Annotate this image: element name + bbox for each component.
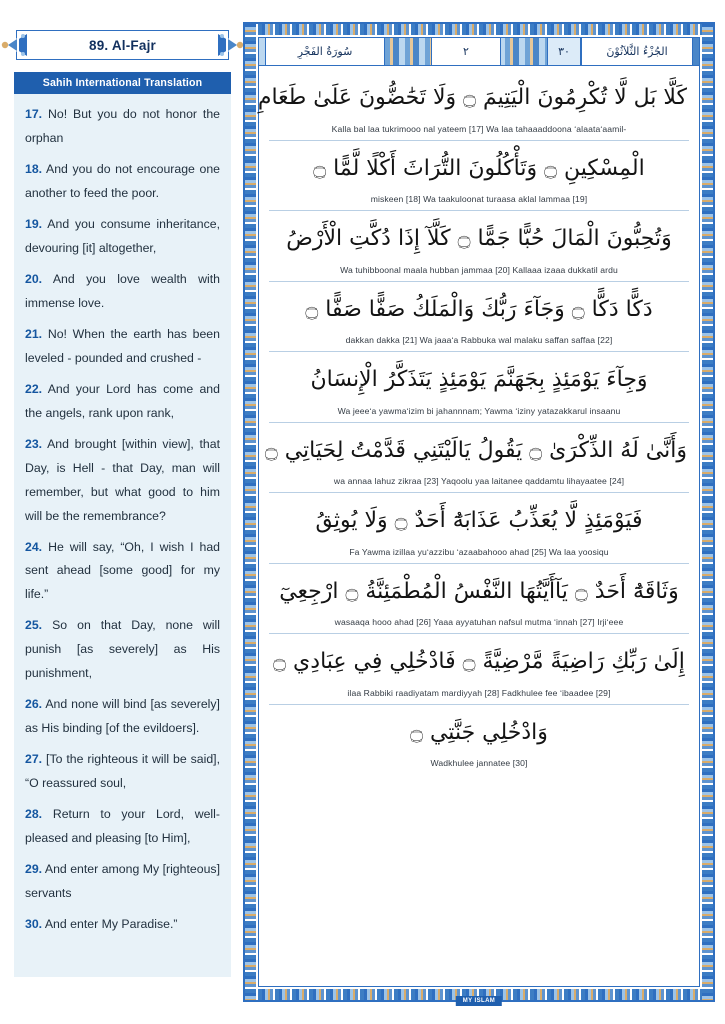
verse-text: And enter My Paradise.” bbox=[44, 917, 178, 932]
ayah-arabic-text: وَثَاقَهُٓ أَحَدٌ ۝ يَآأَيَّتُهَا النَّفْسُ الْمُطْمَئِنَّةُ ۝ ارْجِعِيٓ bbox=[279, 578, 679, 604]
ayah-block bbox=[269, 352, 689, 423]
translation-verse bbox=[25, 103, 220, 151]
ayah-transliteration: Fa Yawma izillaa yuʻazzibu ʻazaabahooo ahad [25] Wa laa yoosiqu bbox=[349, 546, 609, 557]
ayah-transliteration: Wadkhulee jannatee [30] bbox=[430, 758, 528, 768]
ayah-block bbox=[257, 70, 689, 141]
header-page-number: ٢ bbox=[431, 38, 501, 65]
ornament-right-icon bbox=[218, 30, 244, 60]
verse-number: 19. bbox=[25, 216, 43, 231]
ayah-arabic-text: فَيَوْمَئِذٍ لَّا يُعَذِّبُ عَذَابَهُٓ أَحَدٌ ۝ وَلَا يُوثِقُ bbox=[315, 508, 643, 533]
translation-verse bbox=[25, 858, 220, 906]
header-juz-label: الجُزْءُ الثَّلاَثُوْنَ bbox=[581, 38, 693, 65]
header-spacer-right bbox=[501, 38, 547, 65]
verse-text: He will say, “Oh, I wish I had sent ahead [some good] for my life.” bbox=[25, 539, 220, 602]
translation-verse bbox=[25, 268, 220, 316]
verse-number: 23. bbox=[25, 436, 43, 451]
verse-text: And brought [within view], that Day, is Hell - that Day, man will remember, but what good to him will be the remembrance? bbox=[25, 436, 220, 523]
verse-number: 22. bbox=[25, 381, 43, 396]
publisher-badge bbox=[456, 996, 502, 1006]
translation-verse bbox=[25, 213, 220, 261]
ayah-arabic-text: دَكًّا دَكًّا ۝ وَجَآءَ رَبُّكَ وَالْمَلَكُ صَفًّا صَفًّا ۝ bbox=[305, 296, 653, 322]
ayah-block bbox=[269, 282, 689, 353]
ayah-block bbox=[269, 564, 689, 635]
ayah-arabic-text: وَأَنَّىٰ لَهُ الذِّكْرَىٰ ۝ يَقُولُ يَالَيْتَنِي قَدَّمْتُ لِحَيَاتِي ۝ bbox=[264, 437, 687, 463]
verse-text: And none will bind [as severely] as His binding [of the evildoers]. bbox=[25, 697, 220, 736]
ayah-block bbox=[269, 634, 689, 705]
verse-text: And your Lord has come and the angels, rank upon rank, bbox=[25, 381, 220, 420]
arabic-inner-frame bbox=[258, 37, 700, 987]
translation-verse bbox=[25, 323, 220, 371]
verse-text: [To the righteous it will be said], “O reassured soul, bbox=[25, 752, 220, 791]
arabic-frame bbox=[243, 22, 715, 1002]
verse-number: 21. bbox=[25, 326, 43, 341]
ayah-arabic-text: كَلَّا بَل لَّا تُكْرِمُونَ الْيَتِيمَ ۝ وَلَا تَحَٰضُّونَ عَلَىٰ طَعَامِ bbox=[257, 85, 687, 110]
ayah-transliteration: wasaaqa hooo ahad [26] Yaaa ayyatuhan nafsul mutma ʻinnah [27] Irjiʻeee bbox=[334, 617, 624, 627]
verse-text: No! But you do not honor the orphan bbox=[25, 107, 220, 145]
header-surah-name: سُورَةُ الفَجْرِ bbox=[265, 38, 385, 65]
translation-verse bbox=[25, 536, 220, 608]
verse-number: 27. bbox=[25, 752, 43, 767]
page-title: 89. Al-Fajr bbox=[89, 37, 156, 53]
ayah-arabic-text: إِلَىٰ رَبِّكِ رَاضِيَةً مَّرْضِيَّةً ۝ فَادْخُلِي فِي عِبَادِي ۝ bbox=[273, 649, 685, 674]
ayah-block bbox=[269, 705, 689, 775]
verse-number: 20. bbox=[25, 271, 43, 286]
verse-text: And you consume inheritance, devouring [it] altogether, bbox=[25, 216, 220, 255]
border-band-top bbox=[245, 24, 713, 35]
translation-verse bbox=[25, 748, 220, 796]
ayah-block bbox=[264, 423, 689, 494]
ornament-left-icon bbox=[1, 30, 27, 60]
surah-title-plaque bbox=[16, 28, 229, 62]
ayah-arabic-text: وَادْخُلِي جَنَّتِي ۝ bbox=[410, 719, 548, 745]
ayah-arabic-text: وَجِآءَ يَوْمَئِذٍ بِجَهَنَّمَ يَوْمَئِذٍ يَتَذَكَّرُ الْإِنسَانُ bbox=[310, 367, 648, 392]
ayah-transliteration: Wa tuhibboonal maala hubban jammaa [20] Kallaaa izaaa dukkatil ardu bbox=[340, 264, 618, 275]
translation-panel bbox=[14, 72, 231, 977]
translation-verse-list bbox=[14, 94, 231, 937]
ayah-arabic-text: الْمِسْكِينِ ۝ وَتَأْكُلُونَ التُّرَاثَ أَكْلًا لَّمًّا ۝ bbox=[313, 155, 645, 181]
ayah-block bbox=[269, 141, 689, 212]
verse-text: And enter among My [righteous] servants bbox=[25, 862, 220, 901]
verse-number: 29. bbox=[25, 862, 43, 877]
ayah-block bbox=[269, 493, 689, 564]
translation-source-header: Sahih International Translation bbox=[14, 72, 231, 94]
translation-verse bbox=[25, 614, 220, 686]
verse-text: And you do not encourage one another to feed the poor. bbox=[25, 161, 220, 200]
ayah-transliteration: ilaa Rabbiki raadiyatam mardiyyah [28] Fadkhulee fee ʻibaadee [29] bbox=[347, 687, 611, 698]
header-spacer-left bbox=[385, 38, 431, 65]
translation-verse bbox=[25, 158, 220, 206]
verse-number: 25. bbox=[25, 618, 43, 633]
border-band-left bbox=[245, 24, 256, 1000]
arabic-verse-body bbox=[259, 66, 699, 986]
verse-number: 26. bbox=[25, 697, 43, 712]
verse-number: 17. bbox=[25, 107, 43, 121]
ayah-transliteration: miskeen [18] Wa taakuloonat turaasa aklal lammaa [19] bbox=[370, 194, 588, 204]
translation-verse bbox=[25, 913, 220, 937]
header-juz-number: ٣٠ bbox=[547, 38, 581, 65]
translation-verse bbox=[25, 433, 220, 529]
translation-column bbox=[0, 0, 243, 1024]
arabic-page-header bbox=[259, 38, 699, 66]
translation-verse bbox=[25, 693, 220, 741]
border-band-right bbox=[702, 24, 713, 1000]
ayah-transliteration: wa annaa lahuz zikraa [23] Yaqoolu yaa laitanee qaddamtu lihayaatee [24] bbox=[333, 476, 625, 486]
translation-verse bbox=[25, 378, 220, 426]
verse-number: 30. bbox=[25, 917, 43, 932]
verse-text: Return to your Lord, well-pleased and pleasing [to Him], bbox=[25, 807, 220, 846]
verse-text: No! When the earth has been leveled - pounded and crushed - bbox=[25, 326, 220, 365]
ayah-transliteration: dakkan dakka [21] Wa jaaaʻa Rabbuka wal malaku saffan saffaa [22] bbox=[345, 335, 613, 345]
arabic-column bbox=[243, 0, 725, 1024]
translation-verse bbox=[25, 803, 220, 851]
verse-text: So on that Day, none will punish [as severely] as His punishment, bbox=[25, 618, 220, 681]
ayah-transliteration: Kalla bal laa tukrimooo nal yateem [17] Wa laa tahaaaddoona ʻalaataʻaamil- bbox=[331, 123, 627, 134]
publisher-badge-label: MY ISLAM bbox=[462, 998, 496, 1004]
surah-title-box bbox=[16, 30, 229, 60]
verse-text: And you love wealth with immense love. bbox=[25, 271, 220, 310]
verse-number: 24. bbox=[25, 539, 43, 554]
verse-number: 28. bbox=[25, 807, 43, 822]
ayah-block bbox=[269, 211, 689, 282]
verse-number: 18. bbox=[25, 161, 43, 176]
ayah-transliteration: Wa jeeeʻa yawmaʻizim bi jahannnam; Yawma ʻiziny yatazakkarul insaanu bbox=[337, 405, 621, 416]
ayah-arabic-text: وَتُحِبُّونَ الْمَالَ حُبًّا جَمًّا ۝ كَلَّآ إِذَا دُكَّتِ الْأَرْضُ bbox=[286, 226, 672, 251]
